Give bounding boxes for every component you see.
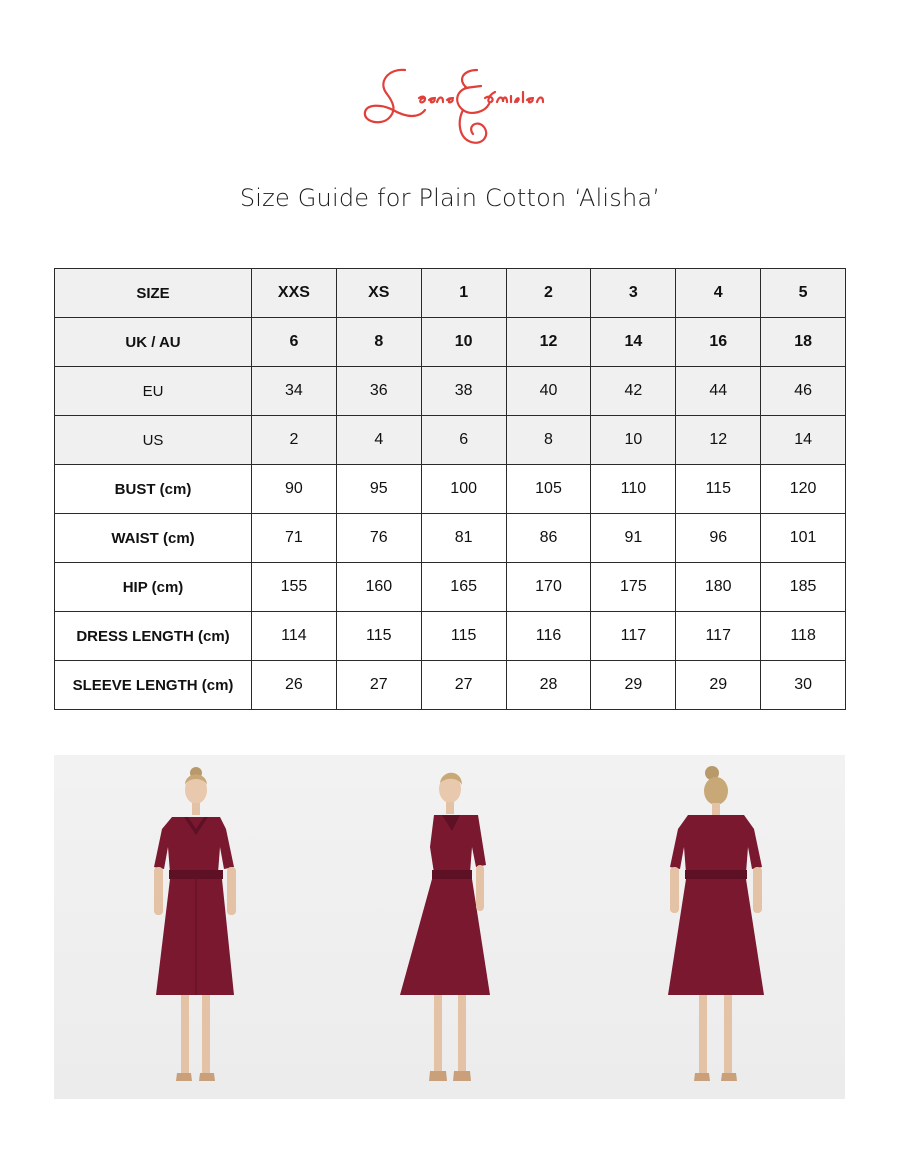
table-cell: 115 [336, 612, 421, 661]
table-cell: 117 [676, 612, 761, 661]
table-cell: 4 [336, 416, 421, 465]
table-cell: 28 [506, 661, 591, 710]
table-row-us [55, 416, 846, 465]
table-cell: 40 [506, 367, 591, 416]
table-cell: 101 [761, 514, 846, 563]
table-row-size [55, 269, 846, 318]
table-cell: 114 [252, 612, 337, 661]
table-cell: 29 [591, 661, 676, 710]
table-cell: 1 [421, 269, 506, 318]
table-row-waist [55, 514, 846, 563]
table-cell: 2 [506, 269, 591, 318]
table-cell: 96 [676, 514, 761, 563]
table-cell: 18 [761, 318, 846, 367]
table-row-hip [55, 563, 846, 612]
size-guide-table [54, 268, 846, 710]
table-cell: 3 [591, 269, 676, 318]
table-cell: 8 [506, 416, 591, 465]
table-cell: 180 [676, 563, 761, 612]
table-row-uk-au [55, 318, 846, 367]
table-cell: 116 [506, 612, 591, 661]
table-cell: 117 [591, 612, 676, 661]
model-front-view [154, 767, 236, 1081]
row-label: DRESS LENGTH (cm) [55, 612, 252, 661]
table-cell: 81 [421, 514, 506, 563]
table-cell: 26 [252, 661, 337, 710]
table-cell: 42 [591, 367, 676, 416]
table-cell: 16 [676, 318, 761, 367]
table-cell: 27 [421, 661, 506, 710]
row-label: WAIST (cm) [55, 514, 252, 563]
table-cell: 12 [506, 318, 591, 367]
table-cell: 36 [336, 367, 421, 416]
table-cell: 29 [676, 661, 761, 710]
table-cell: 5 [761, 269, 846, 318]
table-cell: 170 [506, 563, 591, 612]
table-cell: 160 [336, 563, 421, 612]
table-cell: 165 [421, 563, 506, 612]
table-cell: 120 [761, 465, 846, 514]
table-cell: 27 [336, 661, 421, 710]
table-cell: 105 [506, 465, 591, 514]
page-title: Size Guide for Plain Cotton ‘Alisha’ [239, 184, 661, 212]
table-cell: 115 [676, 465, 761, 514]
row-label: HIP (cm) [55, 563, 252, 612]
row-label: BUST (cm) [55, 465, 252, 514]
table-cell: 100 [421, 465, 506, 514]
table-cell: XS [336, 269, 421, 318]
table-cell: 44 [676, 367, 761, 416]
table-row-bust [55, 465, 846, 514]
table-cell: 46 [761, 367, 846, 416]
model-back-view [668, 766, 764, 1081]
row-label: UK / AU [55, 318, 252, 367]
table-cell: 175 [591, 563, 676, 612]
table-cell: 38 [421, 367, 506, 416]
table-cell: 118 [761, 612, 846, 661]
table-cell: 10 [421, 318, 506, 367]
table-row-eu [55, 367, 846, 416]
leona-edmiston-logo-icon [345, 52, 555, 152]
row-label: EU [55, 367, 252, 416]
table-row-dress-length [55, 612, 846, 661]
table-cell: 14 [591, 318, 676, 367]
table-cell: 12 [676, 416, 761, 465]
table-cell: 10 [591, 416, 676, 465]
table-cell: 91 [591, 514, 676, 563]
dress-model-views-image [54, 755, 845, 1099]
brand-logo [345, 52, 555, 152]
table-cell: 14 [761, 416, 846, 465]
table-cell: 6 [421, 416, 506, 465]
table-cell: 155 [252, 563, 337, 612]
table-cell: 71 [252, 514, 337, 563]
table-cell: XXS [252, 269, 337, 318]
table-cell: 110 [591, 465, 676, 514]
table-cell: 95 [336, 465, 421, 514]
table-cell: 6 [252, 318, 337, 367]
table-row-sleeve-length [55, 661, 846, 710]
table-cell: 90 [252, 465, 337, 514]
row-label: US [55, 416, 252, 465]
table-cell: 34 [252, 367, 337, 416]
table-cell: 76 [336, 514, 421, 563]
row-label: SLEEVE LENGTH (cm) [55, 661, 252, 710]
product-photo [54, 755, 845, 1099]
table-cell: 4 [676, 269, 761, 318]
model-side-view [400, 773, 490, 1081]
table-cell: 8 [336, 318, 421, 367]
table-cell: 30 [761, 661, 846, 710]
table-cell: 185 [761, 563, 846, 612]
row-label: SIZE [55, 269, 252, 318]
table-cell: 115 [421, 612, 506, 661]
table-cell: 86 [506, 514, 591, 563]
table-cell: 2 [252, 416, 337, 465]
